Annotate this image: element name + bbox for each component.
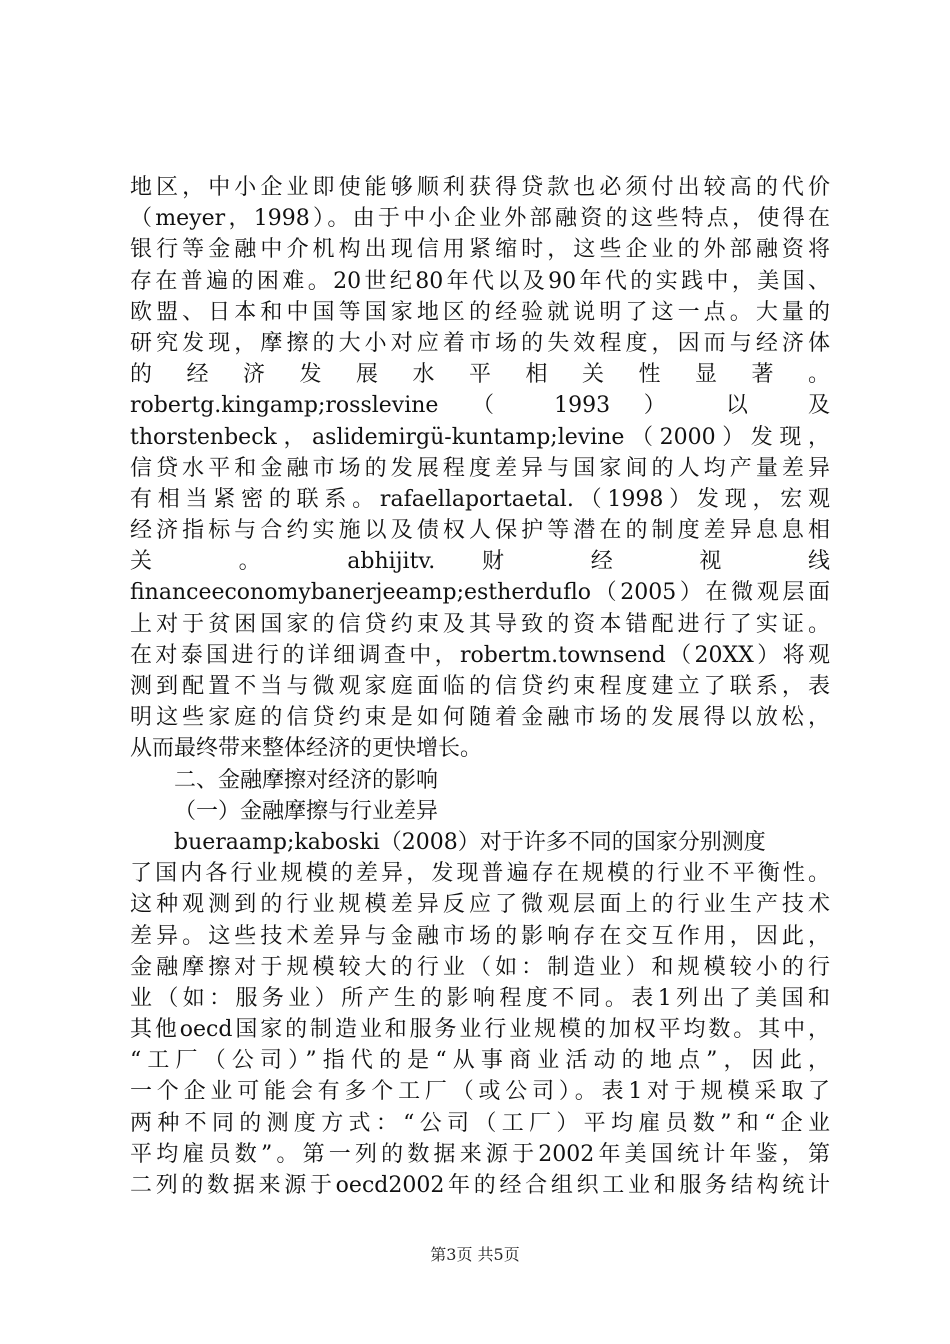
subsection-heading: （一）金融摩擦与行业差异 (174, 798, 439, 824)
text-line: 地区，中小企业即使能够顺利获得贷款也必须付出较高的代价 (130, 175, 830, 200)
text-line: “工厂（公司）”指代的是“从事商业活动的地点”，因此， (130, 1048, 830, 1074)
text-line: robertg.kingamp;rosslevine （ 1993 ） 以 及 (130, 393, 830, 419)
text-line: 关 。 abhijitv. 财 经 视 线 (130, 549, 830, 575)
text-line: 平均雇员数”。第一列的数据来源于2002年美国统计年鉴，第 (130, 1141, 830, 1167)
text-line: financeeconomybanerjeeamp;estherduflo（2005）在微观层面 (130, 580, 830, 606)
text-line: 二列的数据来源于oecd2002年的经合组织工业和服务结构统计 (130, 1173, 830, 1198)
text-line: 经济指标与合约实施以及债权人保护等潜在的制度差异息息相 (130, 518, 830, 544)
text-line: 测到配置不当与微观家庭面临的信贷约束程度建立了联系，表 (130, 674, 830, 699)
text-line: 上对于贫困国家的信贷约束及其导致的资本错配进行了实证。 (130, 611, 830, 637)
text-line: 这种观测到的行业规模差异反应了微观层面上的行业生产技术 (130, 892, 830, 918)
text-line: 了国内各行业规模的差异，发现普遍存在规模的行业不平衡性。 (130, 861, 830, 887)
text-line: 两种不同的测度方式：“公司（工厂）平均雇员数”和“企业 (130, 1110, 830, 1136)
page-number-footer: 第3页 共5页 (430, 1245, 520, 1264)
text-line: 有相当紧密的联系。rafaellaportaetal.（1998）发现，宏观 (130, 486, 830, 512)
text-line: 信贷水平和金融市场的发展程度差异与国家间的人均产量差异 (130, 455, 830, 481)
text-line: （meyer，1998）。由于中小企业外部融资的这些特点，使得在 (130, 206, 830, 232)
section-heading: 二、金融摩擦对经济的影响 (174, 767, 439, 793)
text-line: thorstenbeck，aslidemirgü-kuntamp;levine（2000）发现， (130, 424, 830, 450)
text-line: 欧盟、日本和中国等国家地区的经验就说明了这一点。大量的 (130, 299, 830, 325)
text-line: 其他oecd国家的制造业和服务业行业规模的加权平均数。其中， (130, 1017, 830, 1043)
text-line: 研究发现，摩擦的大小对应着市场的失效程度，因而与经济体 (130, 330, 830, 356)
text-line: 一个企业可能会有多个工厂（或公司）。表1对于规模采取了 (130, 1079, 830, 1105)
body-text (130, 172, 830, 1201)
text-line: 金融摩擦对于规模较大的行业（如：制造业）和规模较小的行 (130, 954, 830, 980)
text-line: bueraamp;kaboski（2008）对于许多不同的国家分别测度 (174, 829, 766, 855)
text-line: 从而最终带来整体经济的更快增长。 (130, 736, 483, 762)
text-line: 存在普遍的困难。20世纪80年代以及90年代的实践中，美国、 (130, 268, 830, 294)
text-line: 的 经 济 发 展 水 平 相 关 性 显 著 。 (130, 362, 830, 388)
text-line: 在对泰国进行的详细调查中，robertm.townsend（20XX）将观 (130, 642, 830, 668)
text-line: 银行等金融中介机构出现信用紧缩时，这些企业的外部融资将 (130, 237, 830, 263)
text-line: 明这些家庭的信贷约束是如何随着金融市场的发展得以放松， (130, 705, 830, 731)
text-line: 业（如：服务业）所产生的影响程度不同。表1列出了美国和 (130, 985, 830, 1011)
text-line: 差异。这些技术差异与金融市场的影响存在交互作用，因此， (130, 923, 830, 949)
